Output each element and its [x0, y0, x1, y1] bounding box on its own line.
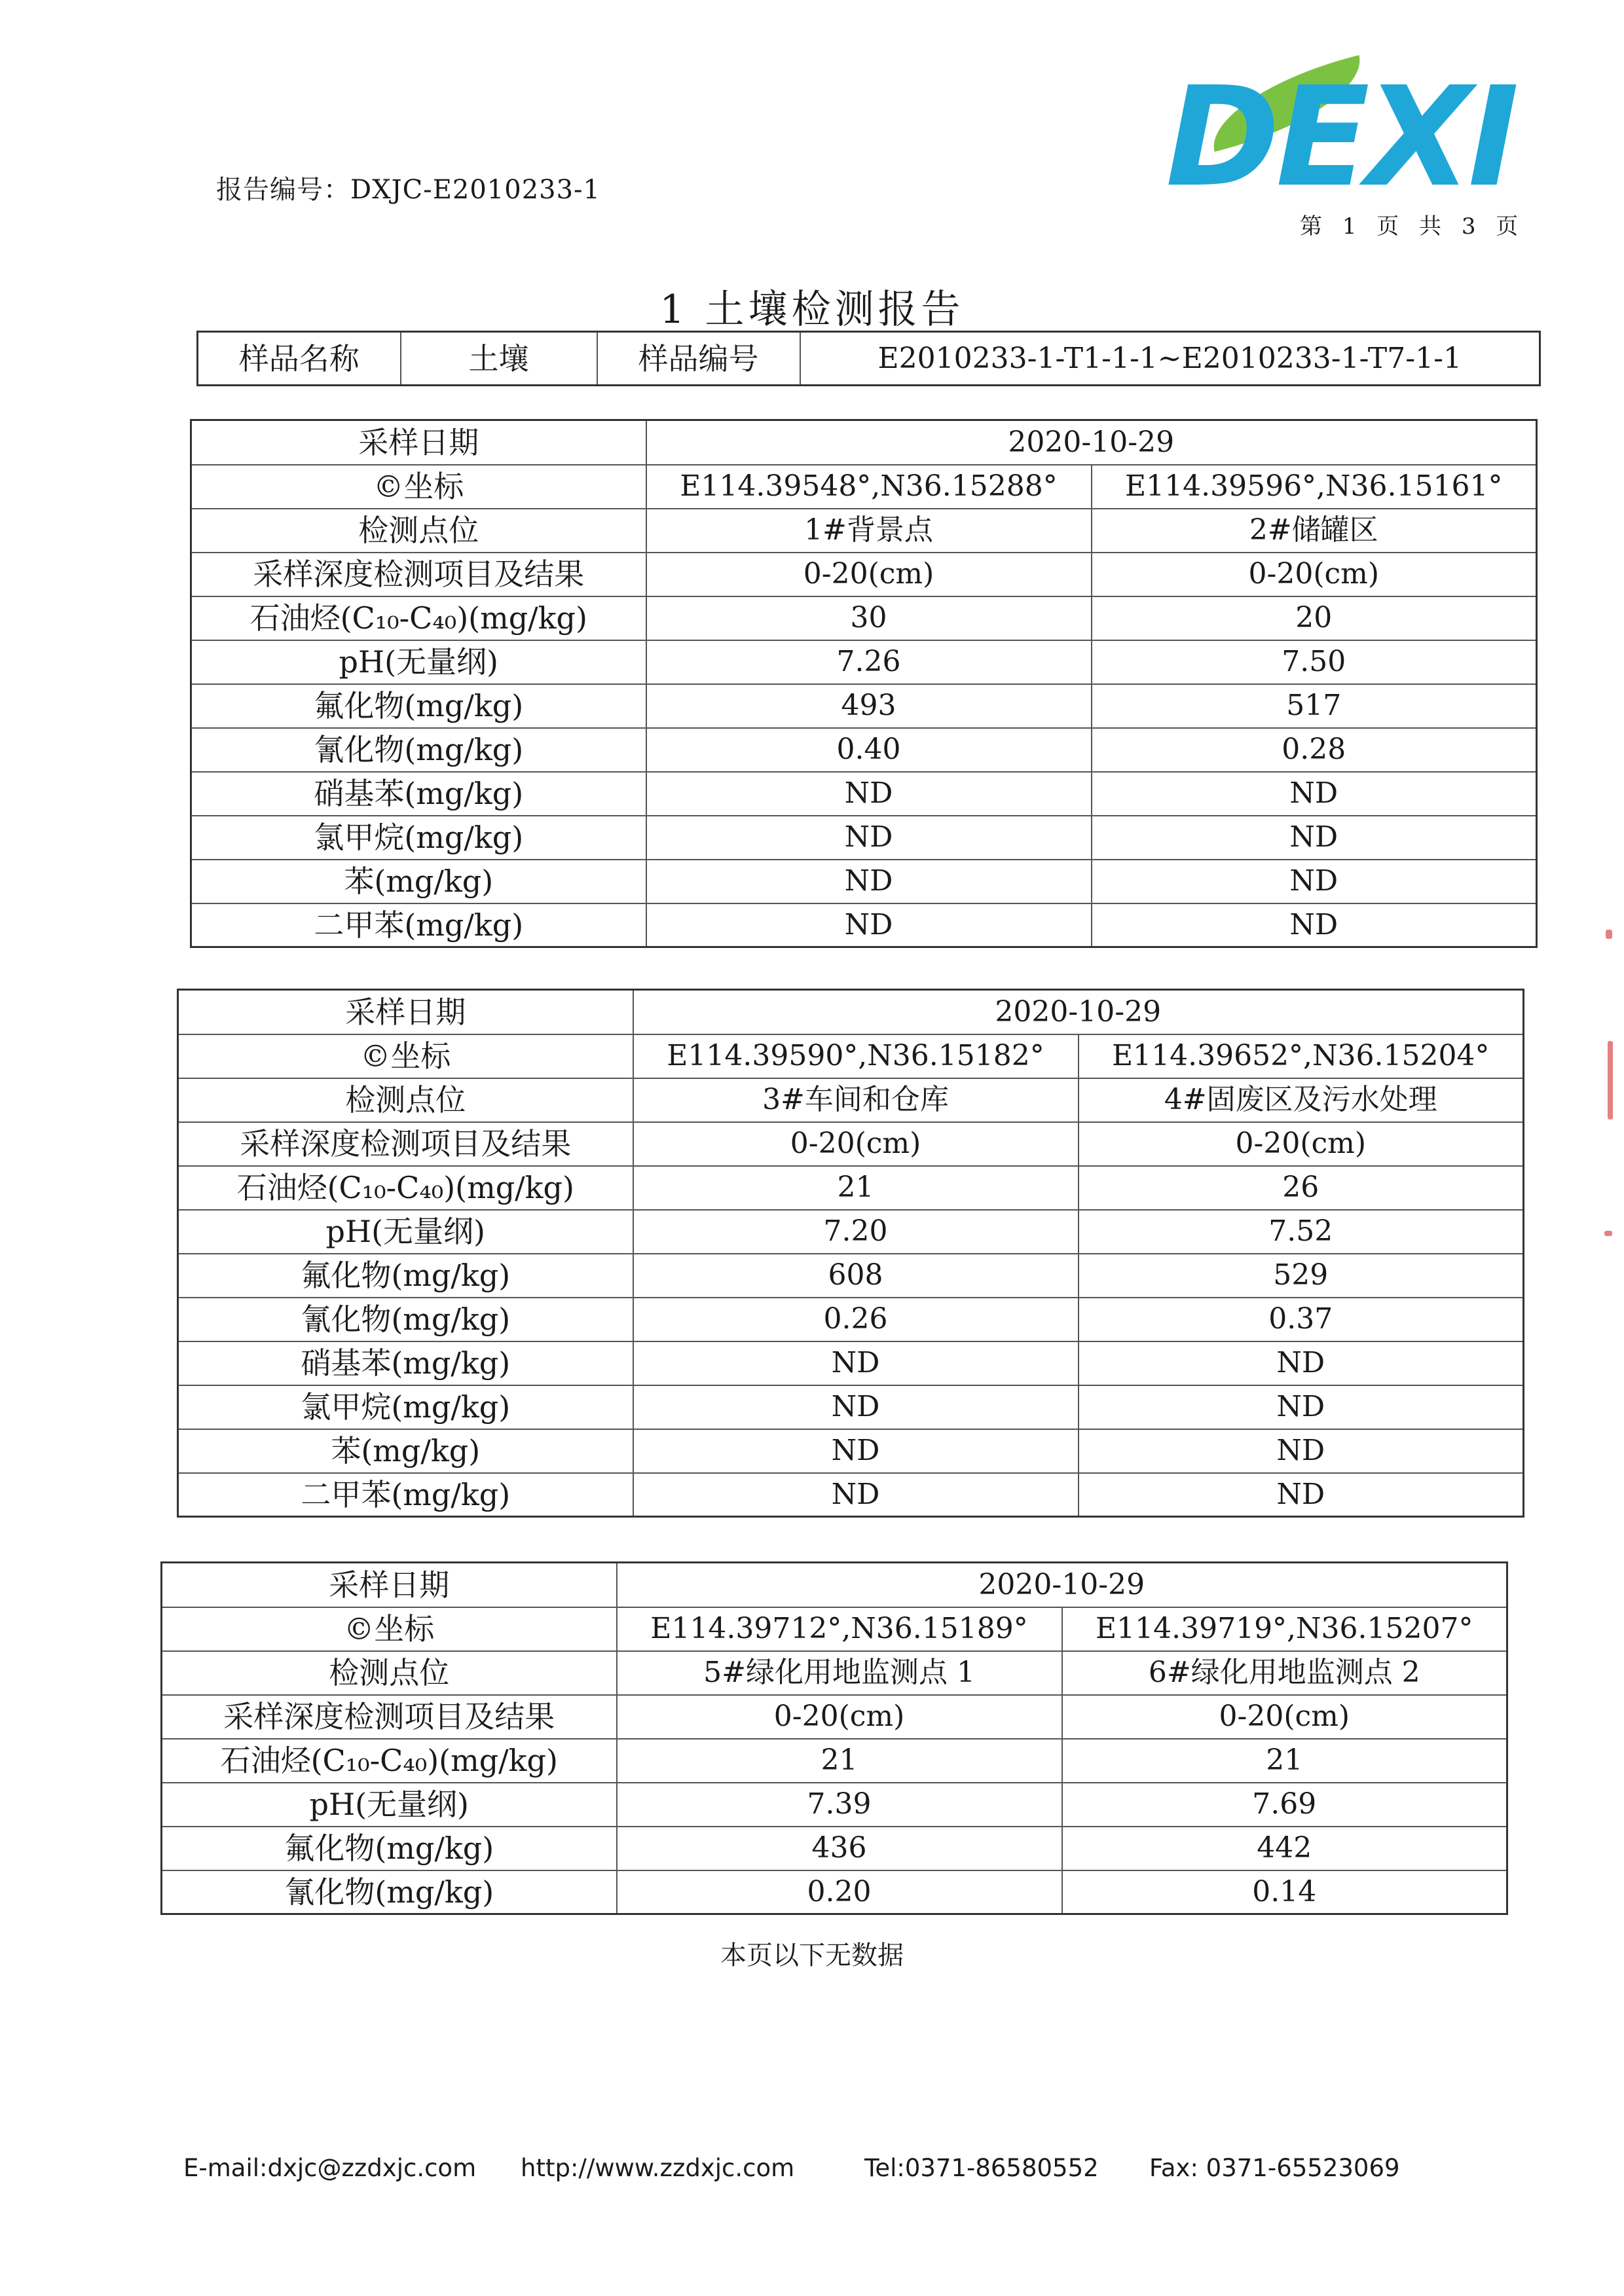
- location-value: 1#背景点: [646, 509, 1092, 553]
- sample-info-table: [196, 331, 1541, 386]
- table-row: [178, 1034, 1524, 1078]
- tph-value: 26: [1079, 1166, 1524, 1210]
- report-number: 报告编号：DXJC-E2010233-1: [216, 175, 601, 205]
- table-row: [198, 332, 1540, 386]
- cyanide-value: 0.40: [646, 728, 1092, 772]
- sample-name-label: 样品名称: [198, 332, 401, 386]
- table-row: [191, 772, 1537, 816]
- table-row: [191, 816, 1537, 860]
- tph-value: 21: [1062, 1739, 1507, 1783]
- ph-value: 7.52: [1079, 1210, 1524, 1254]
- chloromethane-label: 氯甲烷(mg/kg): [178, 1385, 633, 1429]
- chloromethane-value: ND: [1092, 816, 1537, 860]
- fluoride-value: 608: [633, 1254, 1079, 1298]
- nitrobenzene-value: ND: [1092, 772, 1537, 816]
- sampling-date: 2020-10-29: [633, 990, 1524, 1034]
- ph-value: 7.39: [617, 1783, 1062, 1827]
- sampling-date: 2020-10-29: [646, 420, 1537, 465]
- coord-label: ©坐标: [191, 465, 646, 509]
- page-info: 第 1 页 共 3 页: [1300, 213, 1525, 240]
- benzene-value: ND: [633, 1429, 1079, 1473]
- table-row: [191, 509, 1537, 553]
- scan-mark: [1608, 1041, 1613, 1120]
- ph-value: 7.69: [1062, 1783, 1507, 1827]
- ph-label: pH(无量纲): [191, 640, 646, 684]
- table-row: [162, 1783, 1507, 1827]
- location-value: 3#车间和仓库: [633, 1078, 1079, 1122]
- footer-fax: Fax: 0371-65523069: [1149, 2154, 1400, 2182]
- footer-website: http://www.zzdxjc.com: [521, 2154, 795, 2182]
- results-table-3: [160, 1561, 1508, 1915]
- fluoride-label: 氟化物(mg/kg): [178, 1254, 633, 1298]
- footer-email: E-mail:dxjc@zzdxjc.com: [183, 2154, 477, 2182]
- table-row: [178, 990, 1524, 1034]
- tph-label: 石油烃(C₁₀-C₄₀)(mg/kg): [191, 596, 646, 640]
- tph-value: 21: [633, 1166, 1079, 1210]
- ph-value: 7.20: [633, 1210, 1079, 1254]
- cyanide-label: 氰化物(mg/kg): [178, 1298, 633, 1341]
- table-row: [191, 640, 1537, 684]
- tph-value: 30: [646, 596, 1092, 640]
- date-label: 采样日期: [178, 990, 633, 1034]
- cyanide-label: 氰化物(mg/kg): [191, 728, 646, 772]
- depth-value: 0-20(cm): [646, 553, 1092, 596]
- table-row: [162, 1827, 1507, 1870]
- date-label: 采样日期: [162, 1563, 617, 1607]
- table-row: [191, 465, 1537, 509]
- cyanide-value: 0.14: [1062, 1870, 1507, 1914]
- nitrobenzene-value: ND: [1079, 1341, 1524, 1385]
- no-more-data-note: 本页以下无数据: [720, 1941, 904, 1971]
- benzene-value: ND: [1079, 1429, 1524, 1473]
- ph-label: pH(无量纲): [162, 1783, 617, 1827]
- company-logo: [1166, 57, 1515, 217]
- table-row: [191, 903, 1537, 947]
- table-row: [178, 1122, 1524, 1166]
- table-row: [178, 1078, 1524, 1122]
- chloromethane-value: ND: [646, 816, 1092, 860]
- coord-value: E114.39712°,N36.15189°: [617, 1607, 1062, 1651]
- scan-mark: [1606, 930, 1612, 939]
- nitrobenzene-label: 硝基苯(mg/kg): [178, 1341, 633, 1385]
- coord-label: ©坐标: [162, 1607, 617, 1651]
- table-row: [178, 1429, 1524, 1473]
- ph-value: 7.26: [646, 640, 1092, 684]
- xylene-value: ND: [1079, 1473, 1524, 1517]
- xylene-label: 二甲苯(mg/kg): [178, 1473, 633, 1517]
- depth-value: 0-20(cm): [633, 1122, 1079, 1166]
- cyanide-value: 0.37: [1079, 1298, 1524, 1341]
- chloromethane-value: ND: [1079, 1385, 1524, 1429]
- fluoride-value: 529: [1079, 1254, 1524, 1298]
- table-row: [162, 1607, 1507, 1651]
- cyanide-value: 0.26: [633, 1298, 1079, 1341]
- nitrobenzene-value: ND: [646, 772, 1092, 816]
- fluoride-value: 493: [646, 684, 1092, 728]
- depth-label: 采样深度检测项目及结果: [178, 1122, 633, 1166]
- benzene-value: ND: [646, 860, 1092, 903]
- table-row: [178, 1298, 1524, 1341]
- depth-value: 0-20(cm): [617, 1695, 1062, 1739]
- location-value: 2#储罐区: [1092, 509, 1537, 553]
- location-value: 4#固废区及污水处理: [1079, 1078, 1524, 1122]
- table-row: [191, 596, 1537, 640]
- xylene-label: 二甲苯(mg/kg): [191, 903, 646, 947]
- table-row: [191, 860, 1537, 903]
- table-row: [162, 1563, 1507, 1607]
- table-row: [162, 1695, 1507, 1739]
- benzene-label: 苯(mg/kg): [178, 1429, 633, 1473]
- ph-label: pH(无量纲): [178, 1210, 633, 1254]
- cyanide-value: 0.20: [617, 1870, 1062, 1914]
- location-label: 检测点位: [162, 1651, 617, 1695]
- table-row: [162, 1870, 1507, 1914]
- coord-value: E114.39719°,N36.15207°: [1062, 1607, 1507, 1651]
- depth-label: 采样深度检测项目及结果: [191, 553, 646, 596]
- chloromethane-label: 氯甲烷(mg/kg): [191, 816, 646, 860]
- table-row: [191, 553, 1537, 596]
- sample-name-value: 土壤: [401, 332, 597, 386]
- scan-mark: [1604, 1231, 1612, 1236]
- fluoride-value: 436: [617, 1827, 1062, 1870]
- coord-value: E114.39596°,N36.15161°: [1092, 465, 1537, 509]
- benzene-label: 苯(mg/kg): [191, 860, 646, 903]
- ph-value: 7.50: [1092, 640, 1537, 684]
- xylene-value: ND: [1092, 903, 1537, 947]
- fluoride-value: 517: [1092, 684, 1537, 728]
- location-value: 6#绿化用地监测点 2: [1062, 1651, 1507, 1695]
- table-row: [191, 420, 1537, 465]
- fluoride-label: 氟化物(mg/kg): [191, 684, 646, 728]
- depth-value: 0-20(cm): [1079, 1122, 1524, 1166]
- fluoride-label: 氟化物(mg/kg): [162, 1827, 617, 1870]
- results-table-2: [177, 989, 1524, 1518]
- results-table-1: [190, 419, 1538, 948]
- table-row: [178, 1385, 1524, 1429]
- table-row: [191, 728, 1537, 772]
- coord-value: E114.39548°,N36.15288°: [646, 465, 1092, 509]
- footer-tel: Tel:0371-86580552: [864, 2154, 1099, 2182]
- cyanide-value: 0.28: [1092, 728, 1537, 772]
- tph-value: 20: [1092, 596, 1537, 640]
- location-label: 检测点位: [191, 509, 646, 553]
- xylene-value: ND: [646, 903, 1092, 947]
- nitrobenzene-value: ND: [633, 1341, 1079, 1385]
- tph-value: 21: [617, 1739, 1062, 1783]
- table-row: [178, 1210, 1524, 1254]
- sample-id-value: E2010233-1-T1-1-1~E2010233-1-T7-1-1: [800, 332, 1540, 386]
- depth-label: 采样深度检测项目及结果: [162, 1695, 617, 1739]
- logo-text: DEXI: [1166, 57, 1515, 217]
- tph-label: 石油烃(C₁₀-C₄₀)(mg/kg): [162, 1739, 617, 1783]
- chloromethane-value: ND: [633, 1385, 1079, 1429]
- table-row: [162, 1739, 1507, 1783]
- nitrobenzene-label: 硝基苯(mg/kg): [191, 772, 646, 816]
- benzene-value: ND: [1092, 860, 1537, 903]
- sampling-date: 2020-10-29: [617, 1563, 1507, 1607]
- table-row: [178, 1473, 1524, 1517]
- location-value: 5#绿化用地监测点 1: [617, 1651, 1062, 1695]
- tph-label: 石油烃(C₁₀-C₄₀)(mg/kg): [178, 1166, 633, 1210]
- date-label: 采样日期: [191, 420, 646, 465]
- table-row: [178, 1166, 1524, 1210]
- table-row: [162, 1651, 1507, 1695]
- fluoride-value: 442: [1062, 1827, 1507, 1870]
- cyanide-label: 氰化物(mg/kg): [162, 1870, 617, 1914]
- table-row: [191, 684, 1537, 728]
- xylene-value: ND: [633, 1473, 1079, 1517]
- table-row: [178, 1341, 1524, 1385]
- depth-value: 0-20(cm): [1062, 1695, 1507, 1739]
- coord-value: E114.39590°,N36.15182°: [633, 1034, 1079, 1078]
- coord-value: E114.39652°,N36.15204°: [1079, 1034, 1524, 1078]
- depth-value: 0-20(cm): [1092, 553, 1537, 596]
- sample-id-label: 样品编号: [597, 332, 800, 386]
- coord-label: ©坐标: [178, 1034, 633, 1078]
- table-row: [178, 1254, 1524, 1298]
- location-label: 检测点位: [178, 1078, 633, 1122]
- page-title: 1 土壤检测报告: [659, 287, 965, 333]
